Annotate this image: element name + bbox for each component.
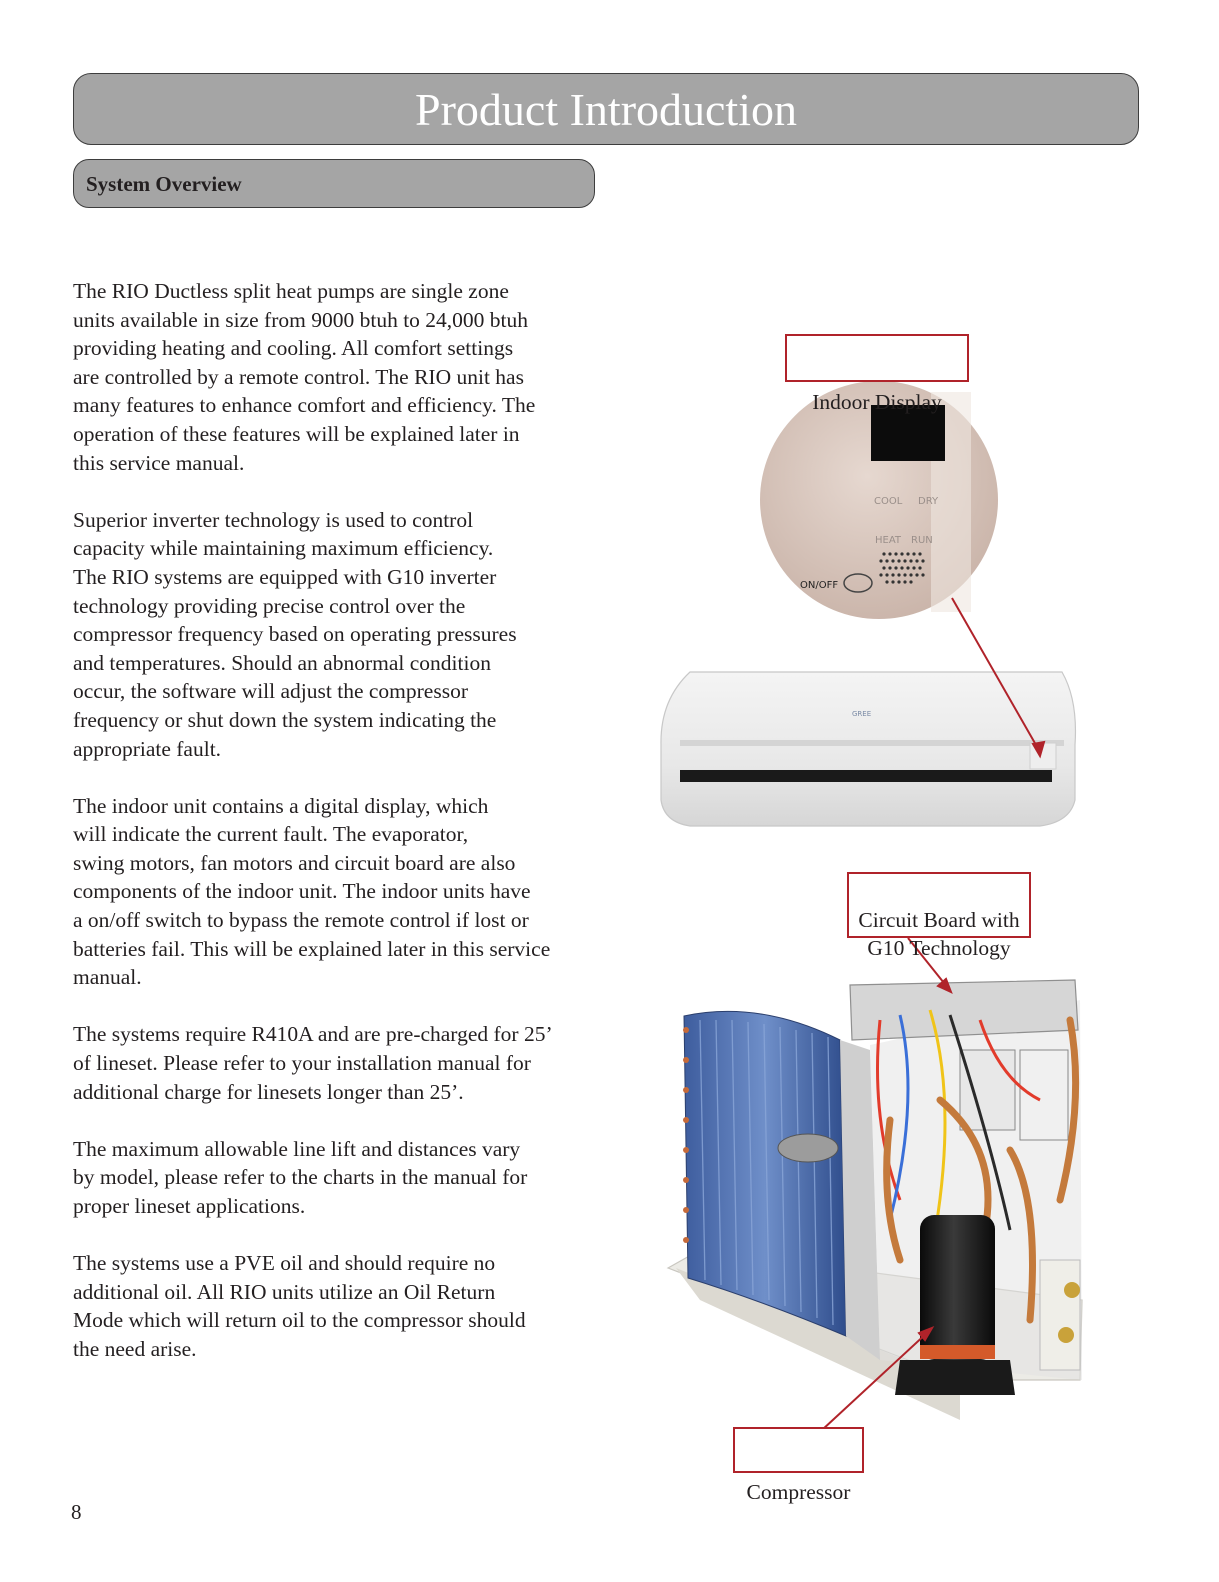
indoor-unit-brand: GREE <box>852 710 872 718</box>
air-outlet-louver <box>680 770 1052 782</box>
paragraph-refrigerant: The systems require R410A and are pre-charged for 25’ of lineset. Please refer to your installation manual for additional charge for linesets longer than 25’. <box>73 1022 553 1104</box>
paragraph-indoor-unit: The indoor unit contains a digital display, which will indicate the current fault. The evaporator, swing motors, fan motors and circuit board are also components of the indoor unit. The indoor units have a on/off switch to bypass the remote control if lost or batteries fail. This will be explained later in this service manual. <box>73 793 551 990</box>
section-title: System Overview <box>86 172 242 196</box>
fan-motor <box>778 1134 838 1162</box>
indoor-unit-illustration <box>661 672 1076 826</box>
paragraph-oil: The systems use a PVE oil and should require no additional oil. All RIO units utilize an Oil Return Mode which will return oil to the compressor should the need arise. <box>73 1251 526 1361</box>
page-title: Product Introduction <box>415 84 797 135</box>
circuit-board-box <box>850 980 1078 1040</box>
on-off-label: ON/OFF <box>800 580 839 591</box>
run-indicator: RUN <box>911 535 933 546</box>
indoor-display-label: Indoor Display <box>812 390 942 414</box>
circuit-board-callout <box>847 872 1031 960</box>
outdoor-unit-illustration <box>668 980 1082 1420</box>
paragraph-overview: The RIO Ductless split heat pumps are single zone units available in size from 9000 btuh to 24,000 btuh providing heating and cooling. All comfort settings are controlled by a remote control. The RIO unit has many features to enhance comfort and efficiency. The operation of these features will be explained later in this service manual. <box>73 279 536 475</box>
paragraph-inverter: Superior inverter technology is used to control capacity while maintaining maximum efficiency. The RIO systems are equipped with G10 inverter technology providing precise control over the compressor frequency based on operating pressures and temperatures. Should an abnormal condition occur, the software will adjust the compressor frequency or shut down the system indicating the appropriate fault. <box>73 507 517 761</box>
cool-indicator: COOL <box>874 496 903 507</box>
compressor-callout <box>733 1427 864 1504</box>
page-number: 8 <box>71 1500 82 1524</box>
dry-indicator: DRY <box>918 496 939 507</box>
compressor-body <box>920 1215 995 1360</box>
heat-indicator: HEAT <box>875 535 902 546</box>
paragraph-line-lift: The maximum allowable line lift and distances vary by model, please refer to the charts in the manual for proper lineset applications. <box>73 1136 528 1218</box>
compressor-label: Compressor <box>746 1480 851 1504</box>
circuit-board-label: Circuit Board with G10 Technology <box>858 908 1020 960</box>
indoor-display-callout <box>785 334 969 414</box>
